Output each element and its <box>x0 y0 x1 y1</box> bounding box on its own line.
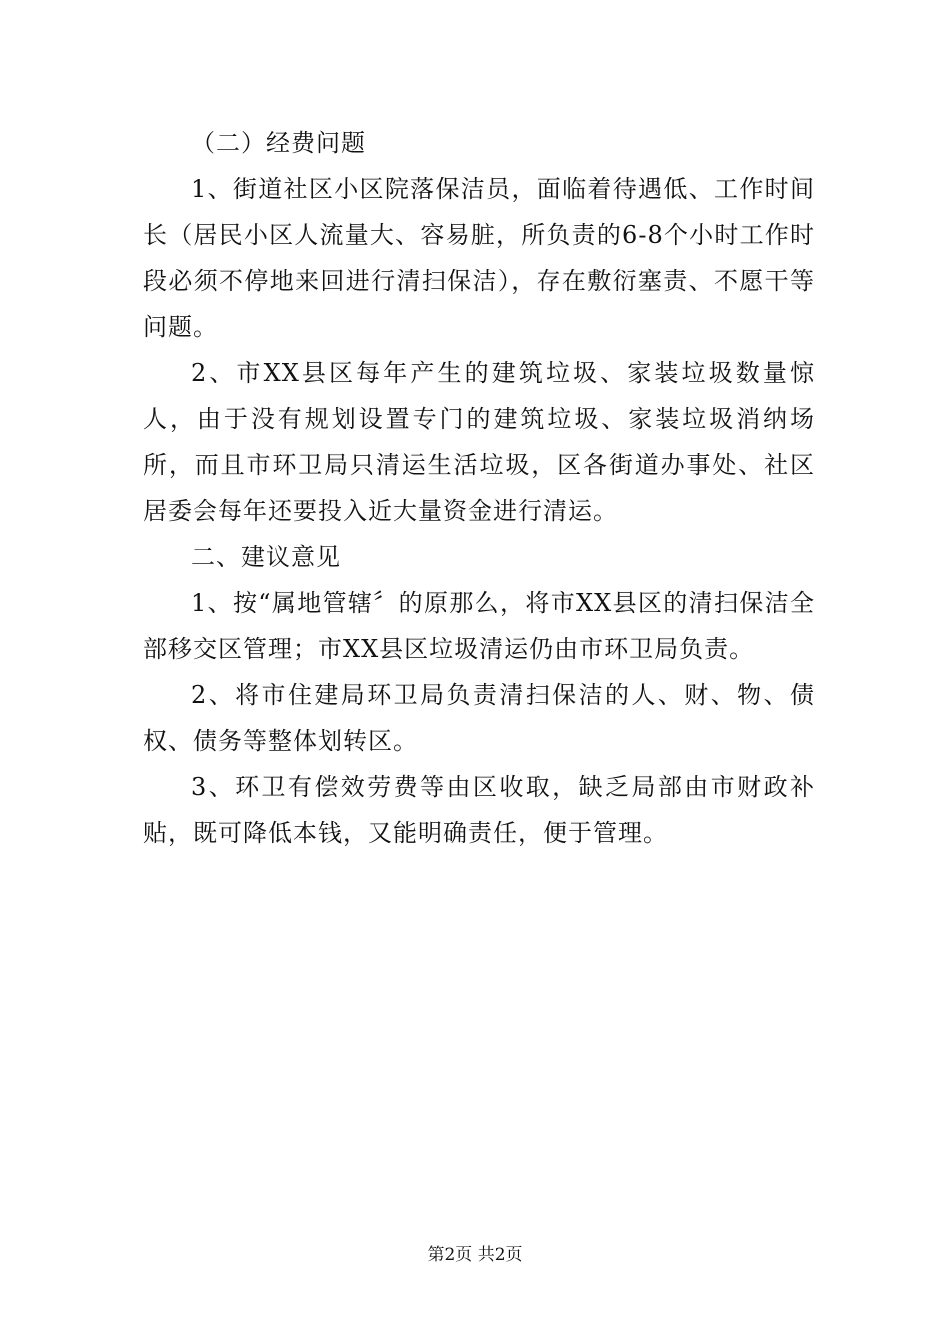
paragraph-suggestion-1: 1、按“属地管辖〞的原那么，将市XX县区的清扫保洁全部移交区管理；市XX县区垃圾清运仍由市环卫局负责。 <box>143 589 815 663</box>
paragraph-suggestion-2: 2、将市住建局环卫局负责清扫保洁的人、财、物、债权、债务等整体划转区。 <box>143 681 815 755</box>
paragraph-funding-1: 1、街道社区小区院落保洁员，面临着待遇低、工作时间长（居民小区人流量大、容易脏，所负责的6-8个小时工作时段必须不停地来回进行清扫保洁），存在敷衍塞责、不愿干等问题。 <box>143 175 815 341</box>
section-heading-funding: （二）经费问题 <box>191 129 366 157</box>
page-number-footer: 第2页 共2页 <box>427 1245 523 1265</box>
document-body <box>143 120 815 856</box>
section-heading-suggestions: 二、建议意见 <box>191 543 341 571</box>
paragraph-suggestion-3: 3、环卫有偿效劳费等由区收取，缺乏局部由市财政补贴，既可降低本钱，又能明确责任，便于管理。 <box>143 773 815 847</box>
paragraph-funding-2: 2、市XX县区每年产生的建筑垃圾、家装垃圾数量惊人，由于没有规划设置专门的建筑垃圾、家装垃圾消纳场所，而且市环卫局只清运生活垃圾，区各街道办事处、社区居委会每年还要投入近大量资金进行清运。 <box>143 359 815 525</box>
